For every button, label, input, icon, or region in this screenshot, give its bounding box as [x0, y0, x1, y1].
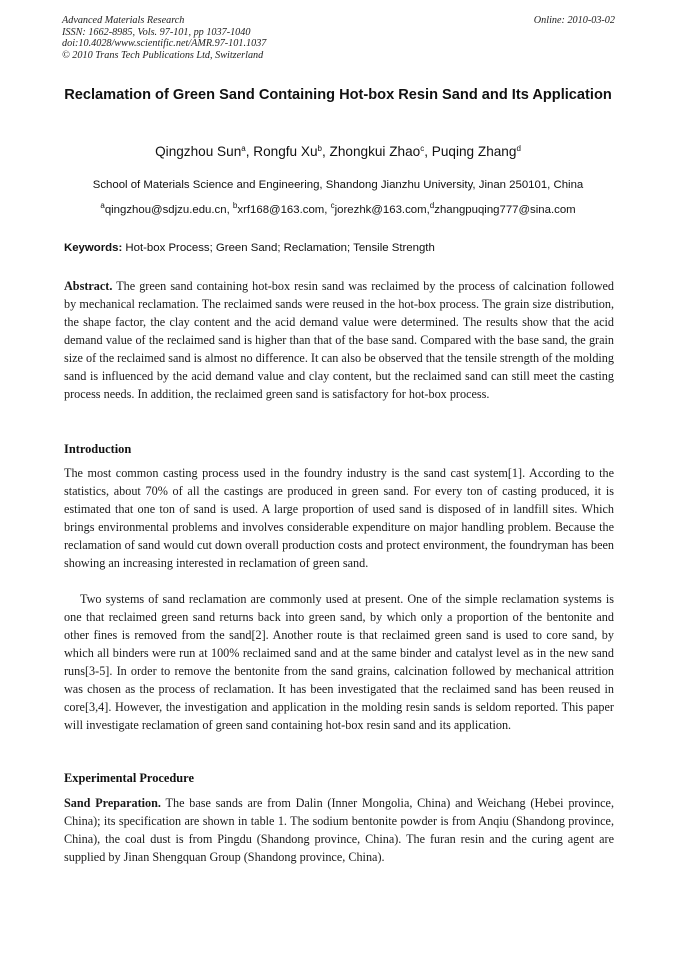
introduction-paragraph-2: Two systems of sand reclamation are commonly used at present. One of the simple reclamation systems is one that reclaimed green sand returns back into green sand, by which only a proportion of the bentonite and other fines is removed from the sand[2]. Another route is that reclaimed green sand is used to core sand, by which all binders were run at 100% reclaimed sand and at the same binder and catalyst level as in the new sand runs[3-5]. In order to remove the bentonite from the sand grains, calcination followed by mechanical attrition was chosen as the process of reclamation. It has been investigated that the reclaimed sand has been reused in core[3,4]. However, the investigation and application in the molding resin sands is seldom reported. This paper will investigate reclamation of green sand containing hot-box resin sand and its application. — [64, 592, 614, 732]
doi-line: doi:10.4028/www.scientific.net/AMR.97-101.1037 — [62, 38, 267, 50]
abstract-label: Abstract. — [64, 279, 113, 293]
keywords-label: Keywords: — [64, 242, 123, 254]
email-list: $^a$qingzhou@sdjzu.edu.cn, $^b$xrf168@163.com, $^c$jorezhk@163.com,$^d$zhangpuqing777@sina.com — [100, 201, 576, 216]
abstract — [64, 277, 614, 403]
email-address: qingzhou@sdjzu.edu.cn — [104, 204, 227, 216]
sand-preparation-text: The base sands are from Dalin (Inner Mongolia, China) and Weichang (Hebei province, China); its specification are shown in table 1. The sodium bentonite powder is from Anqiu (Shandong province, China), the coal dust is from Pingdu (Shandong province, China). The furan resin and the curing agent are supplied by Jinan Shengquan Group (Shandong province, China). — [64, 796, 615, 864]
journal-header — [62, 15, 266, 61]
keywords — [64, 241, 614, 255]
issn-line: ISSN: 1662-8985, Vols. 97-101, pp 1037-1040 — [62, 26, 251, 38]
introduction-paragraph-1: The most common casting process used in the foundry industry is the sand cast system[1]. According to the statistics, about 70% of all the castings are produced in green sand. For every ton of casting produced, it is estimated that one ton of sand is used. A large proportion of used sand is disposed of in landfill sites. Which brings environmental problems and involves considerable expenditure on major handling problem. Because the reclamation of sand would cut down overall production costs and protect environment, the foundryman has been showing an increasing interested in reclamation of green sand. — [64, 466, 614, 570]
online-date: Online: 2010-03-02 — [533, 15, 615, 26]
sand-preparation-paragraph — [64, 794, 614, 866]
journal-name: Advanced Materials Research — [62, 15, 185, 26]
author-mark: c — [420, 144, 425, 153]
email-address: xrf168@163.com — [237, 204, 325, 216]
author-name: Puqing Zhang — [431, 144, 517, 159]
abstract-text: The green sand containing hot-box resin sand was reclaimed by the process of calcination followed by mechanical reclamation. The reclaimed sands were reused in the hot-box process. The grain size distribution, the shape factor, the clay content and the acid demand value were determined. The results show that the acid demand value of the reclaimed sand is higher than that of the base sand. Compared with the base sand, the grain size of the reclaimed sand is almost no difference. It can also be observed that the tensile strength of the molding sand is influenced by the acid demand value and clay content, but the reclaimed sand can still meet the casting process needs. In addition, the reclaimed green sand is satisfactory for hot-box process. — [64, 279, 615, 401]
sand-preparation-label: Sand Preparation. — [64, 796, 161, 810]
author-mark: d — [516, 144, 521, 153]
author-name: Rongfu Xu — [253, 144, 318, 159]
email-mark: a — [100, 201, 105, 210]
affiliation: School of Materials Science and Engineering, Shandong Jianzhu University, Jinan 250101, China — [92, 179, 584, 191]
experimental-heading: Experimental Procedure — [64, 771, 194, 785]
introduction-heading: Introduction — [64, 442, 132, 456]
author-name: Zhongkui Zhao — [329, 144, 421, 159]
author-list: Qingzhou Sun$^a$, Rongfu Xu$^b$, Zhongkui Zhao$^c$, Puqing Zhang$^d$ — [155, 144, 521, 159]
copyright-line: © 2010 Trans Tech Publications Ltd, Switzerland — [62, 49, 264, 61]
email-mark: b — [232, 201, 238, 210]
keywords-text: Hot-box Process; Green Sand; Reclamation; Tensile Strength — [125, 242, 435, 254]
author-mark: b — [317, 144, 322, 153]
email-address: zhangpuqing777@sina.com — [434, 204, 576, 216]
paper-title: Reclamation of Green Sand Containing Hot-box Resin Sand and Its Application — [64, 87, 612, 103]
email-mark: c — [330, 201, 335, 210]
author-mark: a — [241, 144, 246, 153]
author-name: Qingzhou Sun — [155, 144, 242, 159]
email-mark: d — [429, 201, 435, 210]
email-address: jorezhk@163.com — [334, 204, 427, 216]
